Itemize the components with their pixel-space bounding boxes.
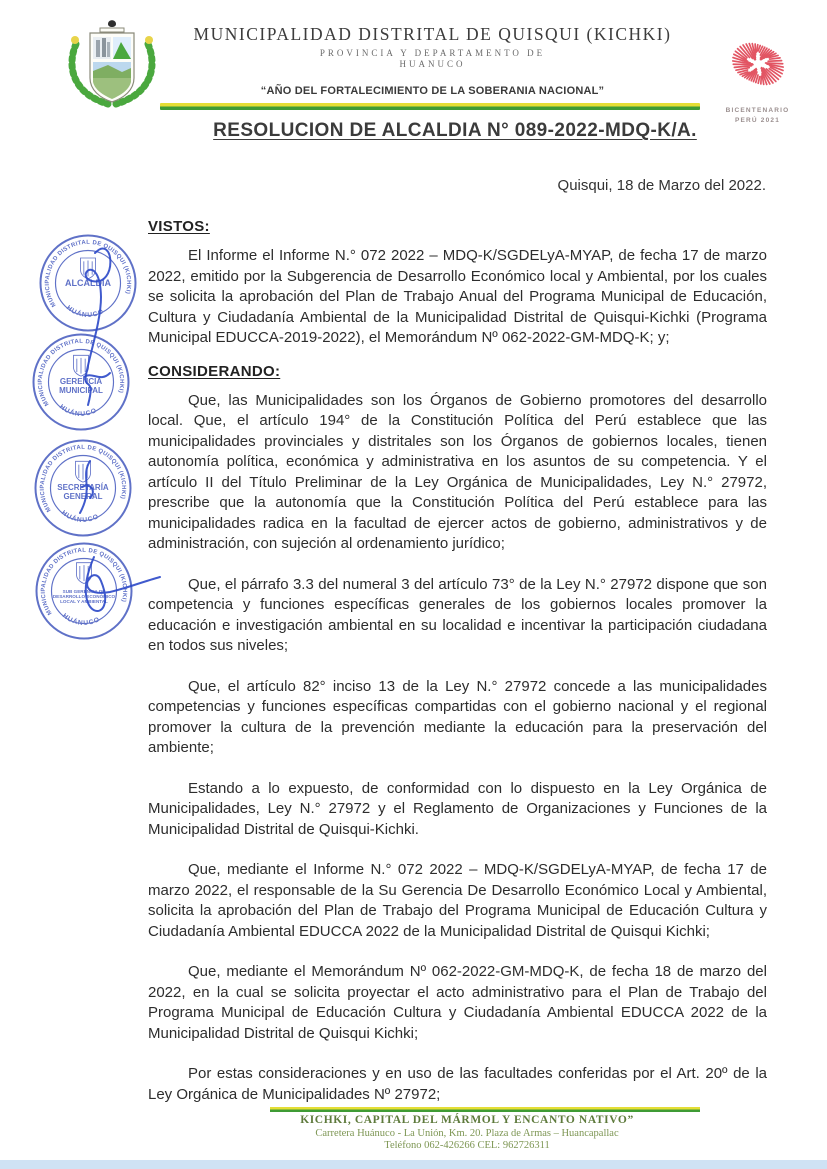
stamp-office-label: SECRETARÍA GENERAL bbox=[57, 483, 109, 501]
bicentenario-label-line2: PERÚ 2021 bbox=[734, 116, 781, 124]
considerando-paragraph: Que, mediante el Informe N.° 072 2022 – MDQ-K/SGDELyA-MYAP, de fecha 17 de marzo 2022, el responsable de la Su Gerencia De Desarrollo Económico Local y Ambiental, solicita la aprobación del Plan de Trabajo del Programa Municipal de Educación Cultura y Ciudadanía Ambiental EDUCCA 2022 de la Municipalidad Distrital de Quisqui Kichki; bbox=[148, 861, 767, 940]
document-title: RESOLUCION DE ALCALDIA N° 089-2022-MDQ-K/A. bbox=[213, 120, 697, 141]
considerando-paragraph: Que, las Municipalidades son los Órganos de Gobierno promotores del desarrollo local. Que, el artículo 194° de la Constitución Política del Perú establece que las municipalidades provinciales y distritales son los Órganos de gobiernos locales, tienen autonomía política, económica y administrativa en los asuntos de su competencia. Y el artículo II del Título Preliminar de la Ley Orgánica de Municipalidades, Ley N.° 27972, prescribe que la autonomía que la Constitución Política del Perú establece para las municipalidades radica en la facultad de ejercer actos de gobierno, administrativos y de administración, con sujeción al ordenamiento jurídico; bbox=[148, 391, 767, 552]
bicentenario-logo bbox=[705, 30, 810, 126]
bicentenario-burst-icon bbox=[722, 30, 794, 106]
considerando-paragraph: Estando a lo expuesto, de conformidad con lo dispuesto en la Ley Orgánica de Municipalidades, Ley N.° 27972 y el Reglamento de Organizaciones y Funciones de la Municipalidad Distrital de Quisqui-Kichki. bbox=[148, 779, 767, 838]
header-divider-bar bbox=[160, 103, 700, 110]
dateline: Quisqui, 18 de Marzo del 2022. bbox=[557, 177, 766, 194]
svg-text:HUÁNUCO: HUÁNUCO bbox=[58, 403, 99, 419]
considerando-paragraph: Que, mediante el Memorándum Nº 062-2022-GM-MDQ-K, de fecha 18 de marzo del 2022, en la cual se solicita proyectar el acto administrativo para el Plan de Trabajo del Programa Municipal de Educación Cultura y Ciudadanía Ambiental EDUCCA 2022 de la Municipalidad Distrital de Quisqui Kichki; bbox=[148, 963, 767, 1042]
svg-text:HUÁNUCO: HUÁNUCO bbox=[60, 509, 101, 525]
org-name: MUNICIPALIDAD DISTRITAL DE QUISQUI (KICHKI) bbox=[193, 24, 672, 44]
gerencia-municipal-stamp bbox=[31, 332, 131, 432]
stamp-office-label: GERENCIA MUNICIPAL bbox=[59, 377, 103, 395]
bicentenario-label-line1: BICENTENARIO bbox=[725, 107, 790, 114]
municipal-coat-of-arms-icon bbox=[60, 16, 164, 122]
scan-edge-artifact bbox=[0, 1160, 827, 1169]
considerando-heading: CONSIDERANDO: bbox=[148, 362, 281, 380]
stamp-office-label: SUB GERENCIA DE DESARROLLO ECONÓMICO LOCAL Y AMBIENTAL bbox=[52, 589, 116, 605]
header-block bbox=[165, 24, 700, 97]
svg-text:HUÁNUCO: HUÁNUCO bbox=[61, 612, 102, 628]
vistos-heading: VISTOS: bbox=[148, 218, 210, 235]
secretaria-general-stamp bbox=[33, 438, 133, 538]
footer-motto: KICHKI, CAPITAL DEL MÁRMOL Y ENCANTO NATIVO” bbox=[300, 1114, 634, 1126]
year-motto: “AÑO DEL FORTALECIMIENTO DE LA SOBERANIA NACIONAL” bbox=[260, 85, 605, 97]
footer bbox=[134, 1114, 800, 1151]
svg-text:HUÁNUCO: HUÁNUCO bbox=[65, 304, 106, 320]
svg-text:MUNICIPALIDAD DISTRITAL DE QUI: MUNICIPALIDAD DISTRITAL DE QUISQUI (KICHKI) bbox=[40, 547, 128, 616]
org-subtitle-line1: PROVINCIA Y DEPARTAMENTO DE bbox=[319, 48, 546, 58]
considerando-paragraph: Por estas consideraciones y en uso de las facultades conferidas por el Art. 20º de la Ley Orgánica de Municipalidades Nº 27972; bbox=[148, 1065, 767, 1103]
org-subtitle-line2: HUANUCO bbox=[399, 59, 466, 69]
considerando-paragraph: Que, el artículo 82° inciso 13 de la Ley N.° 27972 concede a las municipalidades competencias y funciones específicas compartidas con el gobierno nacional y el regional promover la cultura de la prevención mediante la educación para la preservación del ambiente; bbox=[148, 677, 767, 756]
svg-text:MUNICIPALIDAD DISTRITAL DE QUI: MUNICIPALIDAD DISTRITAL DE QUISQUI (KICHKI) bbox=[44, 239, 132, 308]
alcaldia-stamp bbox=[38, 233, 138, 333]
stamp-office-label: ALCALDÍA bbox=[65, 278, 111, 288]
footer-divider-bar bbox=[270, 1107, 700, 1112]
svg-text:MUNICIPALIDAD DISTRITAL DE QUI: MUNICIPALIDAD DISTRITAL DE QUISQUI (KICHKI) bbox=[37, 338, 125, 407]
subgerencia-stamp bbox=[34, 541, 134, 641]
vistos-paragraph: El Informe el Informe N.° 072 2022 – MDQ-K/SGDELyA-MYAP, de fecha 17 de marzo 2022, emitido por la Subgerencia de Desarrollo Económico local y Ambiental, por los cuales se solicita la aprobación del Plan de Trabajo Anual del Programa Municipal de Educación, Cultura y Ciudadanía Ambiental de la Municipalidad Distrital de Quisqui-Kichki (Programa Municipal EDUCCA-2019-2022), el Memorándum Nº 062-2022-GM-MDQ-K; y; bbox=[148, 247, 767, 346]
svg-text:MUNICIPALIDAD DISTRITAL DE QUI: MUNICIPALIDAD DISTRITAL DE QUISQUI (KICHKI) bbox=[39, 444, 127, 513]
footer-address: Carretera Huánuco - La Unión, Km. 20. Plaza de Armas – Huancapallac bbox=[315, 1128, 619, 1139]
considerando-paragraph: Que, el párrafo 3.3 del numeral 3 del artículo 73° de la Ley N.° 27972 dispone que son competencia y funciones específicas generales de los gobiernos locales promover la educación e investigación ambiental en su localidad e incentivar la participación ciudadana en todos sus niveles; bbox=[148, 575, 767, 654]
document-body bbox=[148, 218, 767, 1105]
footer-phone: Teléfono 062-426266 CEL: 962726311 bbox=[384, 1140, 550, 1151]
